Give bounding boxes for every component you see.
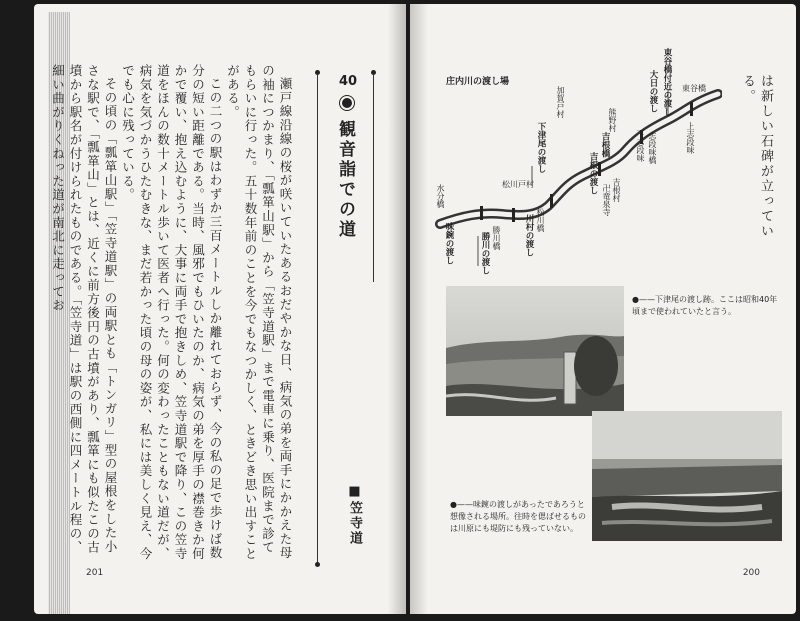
map-label: 勝川の渡し	[480, 232, 490, 275]
body-text	[50, 64, 294, 564]
map-label: 熊野村	[608, 108, 617, 132]
chapter-bullet-icon	[342, 98, 352, 108]
photo-shimotsuo-crossing-site	[446, 286, 624, 416]
bridge-mark	[598, 162, 601, 176]
map-label: 志段味橋	[648, 132, 657, 164]
map-label: 水分橋	[436, 184, 445, 208]
map-label: 勝川橋	[492, 226, 501, 250]
river-svg	[432, 66, 722, 286]
bridge-mark	[550, 194, 553, 208]
map-label: 卍竜泉寺	[602, 184, 611, 216]
paragraph: その頃の「瓢箪山駅」「笠寺道駅」の両駅とも「トンガリ」型の屋根をした小さな駅で、「瓢箪山」とは、近くに前方後円の古墳があり、瓢箪にも似たこの古墳から駅名が付けられたものである。「笠寺道」は駅の西側に四メートル程の、細い曲がりくねった道が南北に走ってお	[50, 64, 118, 555]
chapter-number: 40	[338, 74, 358, 89]
map-label: 松川戸村	[502, 180, 534, 189]
place-tag: ■笠寺道	[347, 484, 362, 546]
river-map	[432, 48, 722, 286]
paragraph: 瀬戸線沿線の桜が咲いていたあるおだやかな日、病気の弟を両手にかかえた母の袖につかまり、「瓢箪山駅」から「笠寺道駅」まで電車に乗り、医院まで診てもらいに行った。五十数年前のことを今でもなつかしく、ときどき思い出すことがある。	[225, 64, 293, 561]
photo-2-image	[592, 411, 782, 541]
rule-dot	[315, 562, 320, 567]
map-label: 吉根村	[612, 178, 621, 202]
continuation-text: は新しい石碑が立っている。	[740, 74, 773, 239]
photo-ajiyoshi-crossing-site	[592, 411, 782, 541]
map-label: 下津尾の渡し	[536, 122, 546, 173]
chapter-title: 観音詣での道	[335, 120, 355, 240]
map-title: 庄内川の渡し場	[446, 77, 510, 87]
left-page	[34, 4, 406, 614]
page-number: 200	[742, 568, 760, 578]
map-label: 吉根の渡し	[588, 152, 598, 195]
photo-1-caption: ●——下津尾の渡し跡。ここは昭和40年頃まで使われていたと言う。	[632, 295, 778, 316]
map-label: 加賀戸村	[556, 86, 565, 118]
chapter-rule-right	[373, 72, 374, 282]
photo-1-image	[446, 286, 624, 416]
bridge-mark	[690, 102, 693, 116]
map-label: 下志段味	[636, 130, 645, 162]
river-inner	[440, 94, 718, 224]
map-label: 吉根橋	[600, 132, 610, 158]
spine-shadow	[388, 4, 406, 614]
bridge-mark	[480, 206, 483, 220]
map-label: 松川橋	[536, 208, 545, 232]
bridge-mark	[512, 208, 515, 222]
map-label: 上志段味	[686, 122, 695, 154]
right-page	[410, 4, 796, 614]
map-label: 川村の渡し	[524, 214, 534, 257]
rule-dot	[371, 70, 376, 75]
map-label: 味鋺の渡し	[444, 222, 454, 265]
map-label: 大日の渡し	[648, 70, 658, 113]
paragraph: この二つの駅はわずか三百メートルしか離れておらず、今の私の足で歩けば数分の短い距離である。当時、風邪でもひいたのか、病気の弟を厚手の襟巻きか何かで覆い、抱え込むように、大事に両手で抱きしめ、笠寺道駅で降り、この笠寺道をほんの数十メートル歩いて医者へ行った。何の変わったこともない道だが、病気を気づかうひたむきな、まだ若かった頃の母の姿が、私には美しく見え、今でも心に残っている。	[120, 64, 223, 561]
page-number: 201	[86, 568, 104, 578]
map-label: 東谷橋	[682, 84, 706, 93]
map-label: 東谷橋付近の渡し	[662, 48, 672, 116]
spine-shadow	[410, 4, 428, 614]
photo-2-caption: ●——味鋺の渡しがあったであろうと想像される場所。往時を偲ばせるものは川原にも堤防にも残っていない。	[450, 500, 586, 533]
rule-dot	[315, 70, 320, 75]
chapter-rule-left	[317, 72, 318, 564]
